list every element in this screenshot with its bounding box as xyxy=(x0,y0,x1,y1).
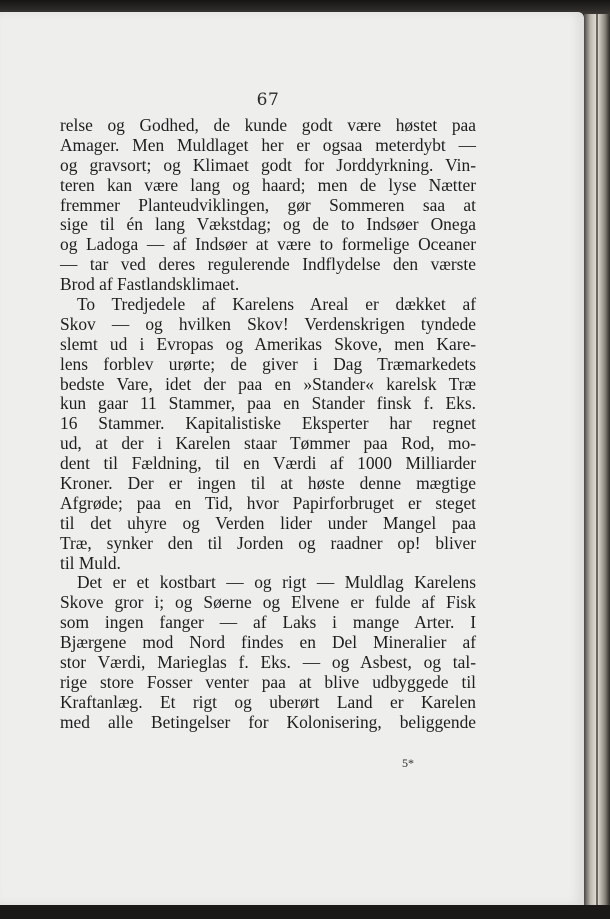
text-line: Det er et kostbart — og rigt — Muldlag Karelens xyxy=(77,572,476,593)
text-line: 16 Stammer. Kapitalistiske Eksperter har regnet xyxy=(60,413,476,434)
text-line: og Ladoga — af Indsøer at være to formelige Oceaner xyxy=(60,234,476,255)
text-line: dent til Fældning, til en Værdi af 1000 Milliarder xyxy=(60,453,476,474)
text-line: slemt ud i Evropas og Amerikas Skove, men Kare- xyxy=(60,333,476,354)
text-line: fremmer Planteudviklingen, gør Sommeren saa at xyxy=(60,194,476,215)
text-line: Amager. Men Muldlaget her er ogsaa meterdybt — xyxy=(60,134,476,155)
signature-mark: 5* xyxy=(402,756,414,770)
page-number: 67 xyxy=(256,90,280,110)
text-line: — tar ved deres regulerende Indflydelse den værste xyxy=(60,254,476,275)
text-line: Afgrøde; paa en Tid, hvor Papirforbruget er steget xyxy=(60,492,476,513)
text-line: til det uhyre og Verden lider under Mangel paa xyxy=(60,512,476,533)
text-line: teren kan være lang og haard; men de lyse Nætter xyxy=(60,174,476,195)
text-line: stor Værdi, Marieglas f. Eks. — og Asbest, og tal- xyxy=(60,652,476,673)
text-line: relse og Godhed, de kunde godt være høstet paa xyxy=(60,115,476,135)
text-line: lens forblev urørte; de giver i Dag Træmarkedets xyxy=(60,353,476,374)
text-line: sige til én lang Vækstdag; og de to Indsøer Onega xyxy=(60,214,476,235)
text-line: kun gaar 11 Stammer, paa en Stander finsk f. Eks. xyxy=(60,393,476,414)
text-line: Kraftanlæg. Et rigt og uberørt Land er Karelen xyxy=(60,691,476,712)
text-line: Træ, synker den til Jorden og raadner op! bliver xyxy=(60,532,476,553)
text-line: som ingen fanger — af Laks i mange Arter. I xyxy=(60,612,476,633)
text-line: Skov — og hvilken Skov! Verdenskrigen tyndede xyxy=(60,313,476,334)
text-line: til Muld. xyxy=(60,552,121,573)
book-bottom-edge xyxy=(0,905,610,919)
text-line: To Tredjedele af Karelens Areal er dækket af xyxy=(77,294,476,315)
text-line: og gravsort; og Klimaet godt for Jorddyrkning. Vin- xyxy=(60,154,476,175)
text-line: Kroner. Der er ingen til at høste denne mægtige xyxy=(60,473,476,494)
text-line: ud, at der i Karelen staar Tømmer paa Rod, mo- xyxy=(60,433,476,454)
text-line: Brod af Fastlandsklimaet. xyxy=(60,274,240,295)
text-line: med alle Betingelser for Kolonisering, beliggende xyxy=(60,711,476,732)
book-spine-edge xyxy=(584,14,610,905)
text-line: Skove gror i; og Søerne og Elvene er fulde af Fisk xyxy=(60,592,476,613)
text-line: bedste Vare, idet der paa en »Stander« karelsk Træ xyxy=(60,373,476,394)
body-text xyxy=(60,116,476,733)
text-line: rige store Fosser venter paa at blive udbyggede til xyxy=(60,671,476,692)
text-line: Bjærgene mod Nord findes en Del Mineralier af xyxy=(60,632,476,653)
